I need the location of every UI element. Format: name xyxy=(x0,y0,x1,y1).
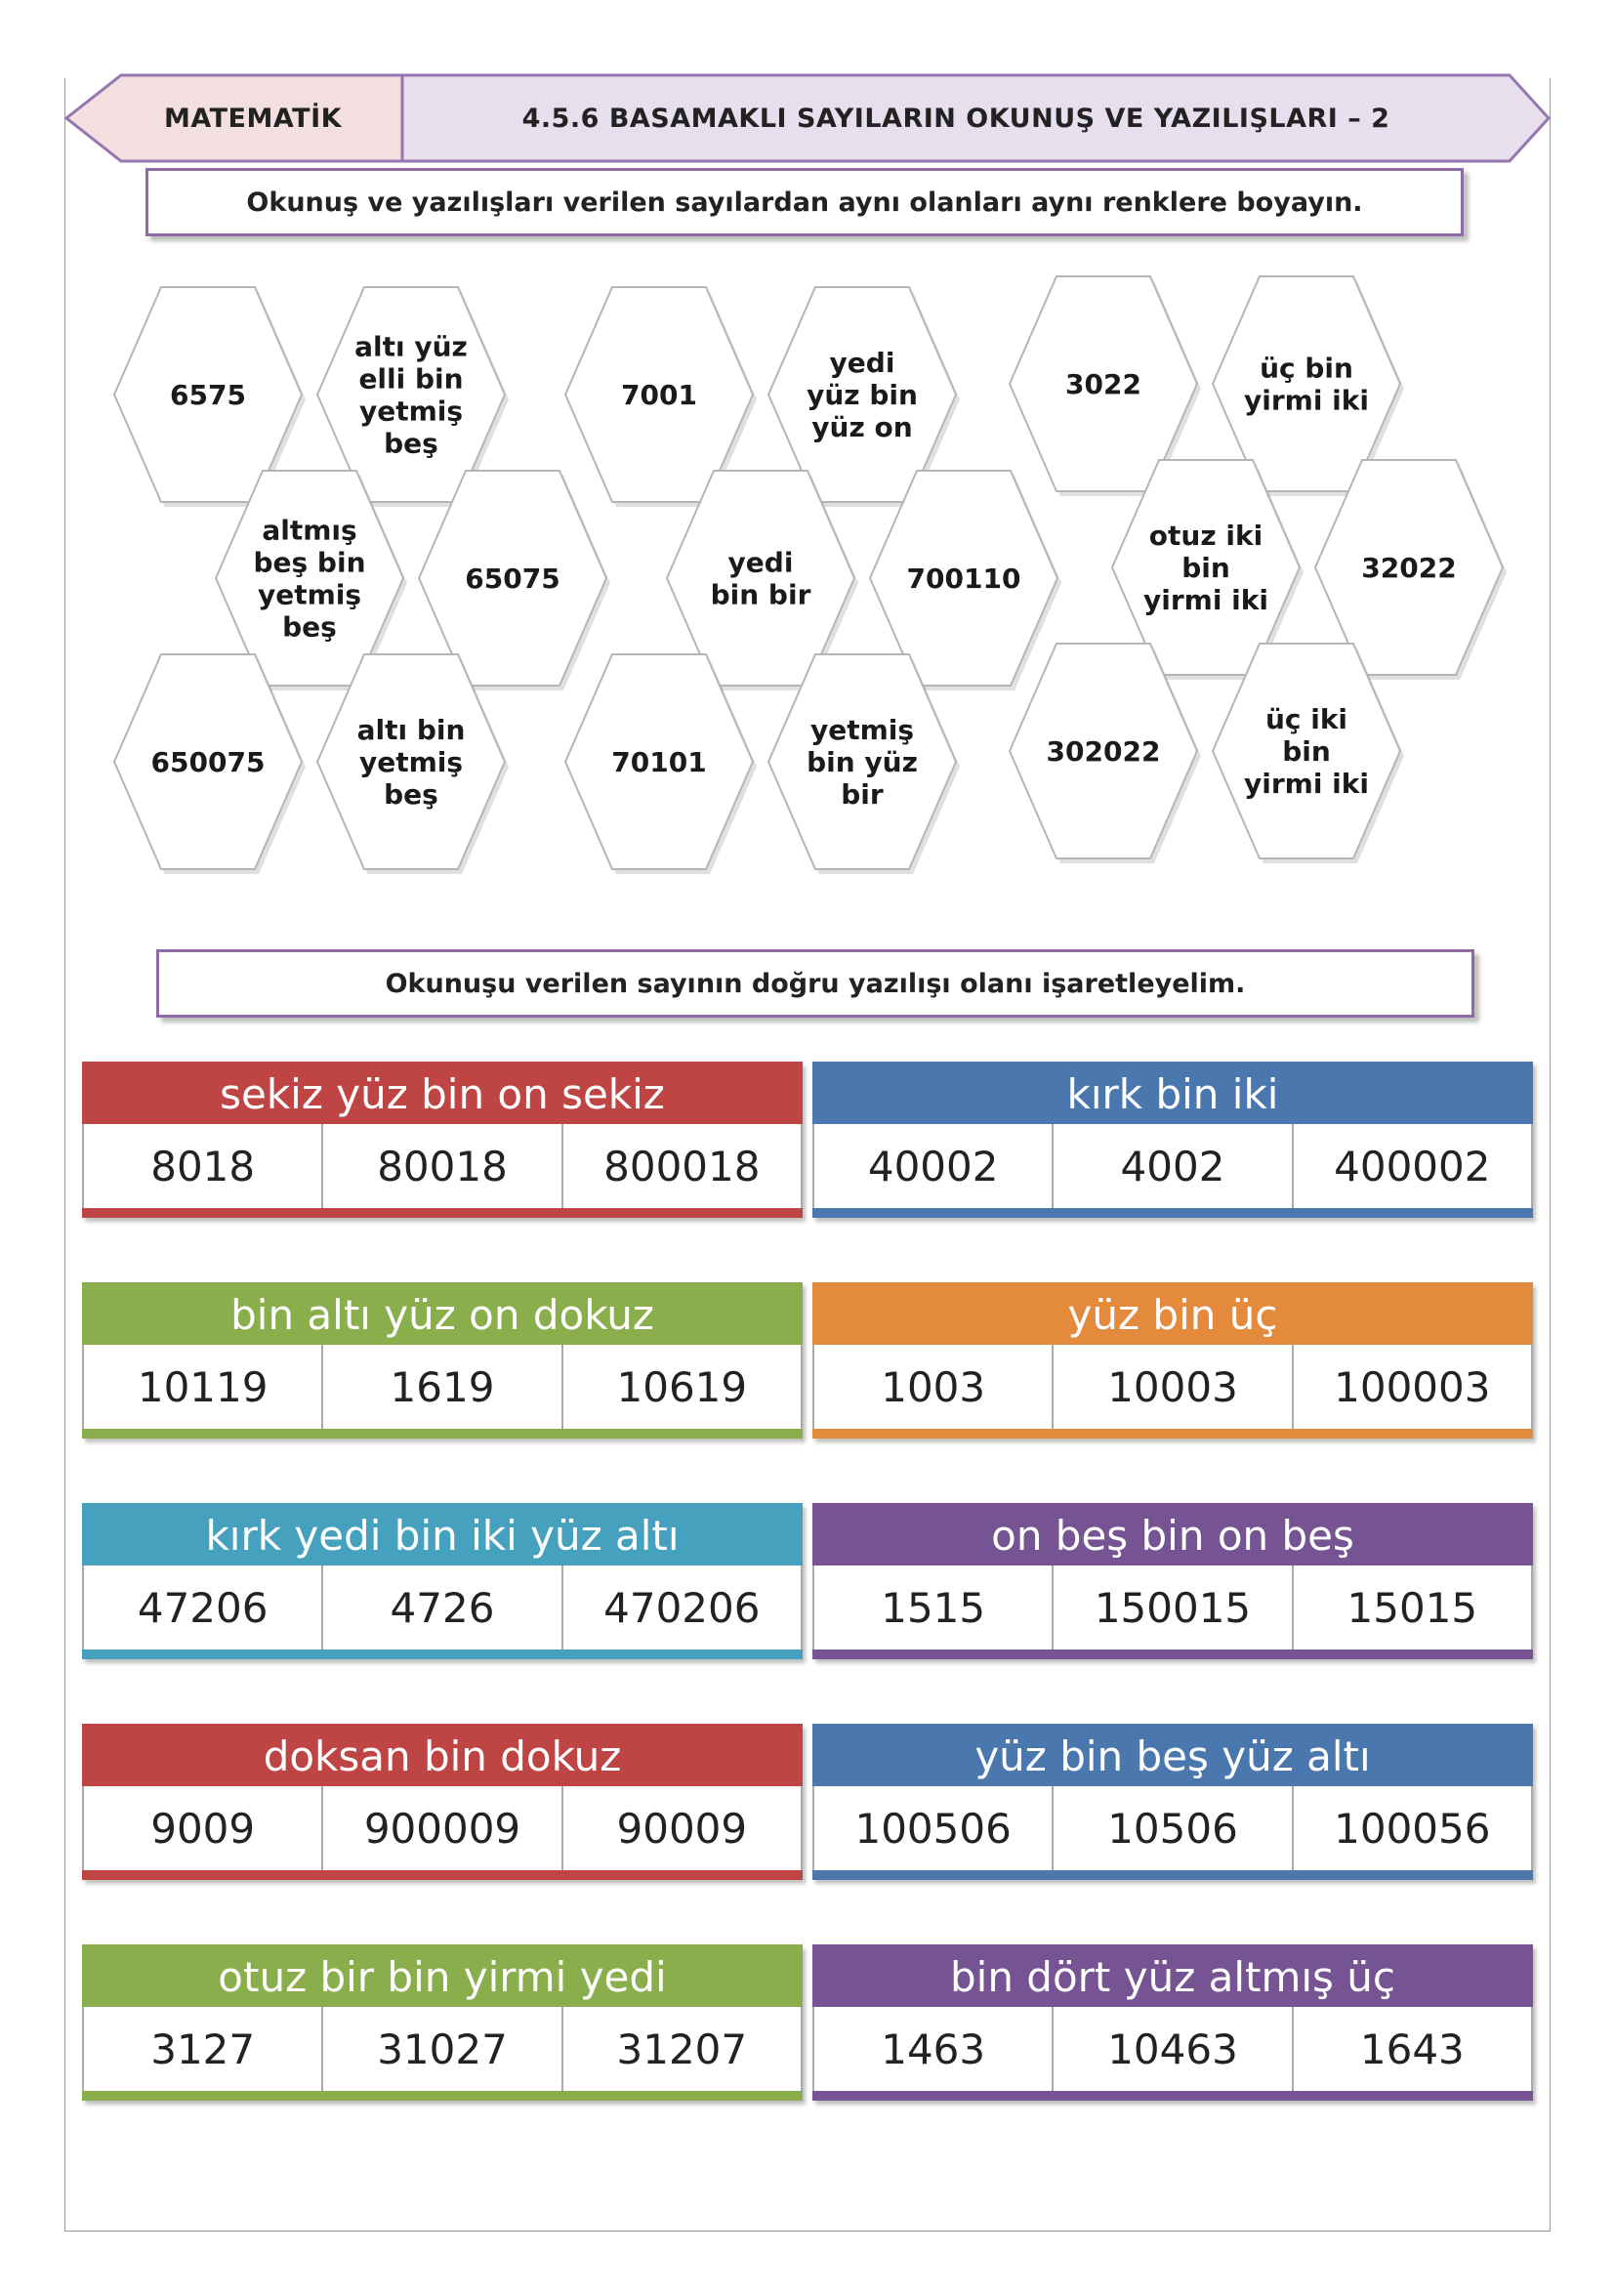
hexagon-text-line: beş bin xyxy=(253,546,366,579)
quiz-option[interactable]: 90009 xyxy=(616,1804,748,1853)
hexagon-text-line: üç bin xyxy=(1260,352,1353,385)
quiz-option[interactable]: 100056 xyxy=(1334,1804,1491,1853)
quiz-option[interactable]: 100003 xyxy=(1334,1362,1491,1411)
hexagon-text-line: bin xyxy=(1282,735,1331,768)
quiz-option[interactable]: 900009 xyxy=(323,1786,562,1870)
hexagon-text-line: yetmiş xyxy=(257,578,362,611)
hexagon-text-line: altı bin xyxy=(356,714,466,746)
hexagon-text-line: yirmi iki xyxy=(1143,584,1268,616)
instruction-text-2: Okunuşu verilen sayının doğru yazılışı olanı işaretleyelim. xyxy=(385,968,1246,999)
instruction-box-2 xyxy=(156,949,1474,1018)
hexagon-text-line: 32022 xyxy=(1361,552,1457,584)
quiz-options-row xyxy=(82,2007,803,2091)
quiz-card-title: on beş bin on beş xyxy=(812,1503,1533,1565)
hexagon-text-line: bir xyxy=(841,778,884,811)
quiz-card-footer xyxy=(812,1870,1533,1880)
quiz-card xyxy=(812,1062,1533,1218)
quiz-options-row xyxy=(812,1786,1533,1870)
quiz-option[interactable]: 10463 xyxy=(1054,2007,1293,2091)
quiz-card-footer xyxy=(812,1208,1533,1218)
quiz-option[interactable]: 150015 xyxy=(1054,1565,1293,1649)
hexagon-text-line: 3022 xyxy=(1065,368,1141,400)
quiz-option[interactable]: 10506 xyxy=(1054,1786,1293,1870)
quiz-option[interactable]: 47206 xyxy=(84,1565,323,1649)
quiz-option[interactable]: 31027 xyxy=(323,2007,562,2091)
quiz-card xyxy=(812,1503,1533,1659)
hexagon-text-line: yetmiş xyxy=(358,395,464,428)
quiz-card-title: bin altı yüz on dokuz xyxy=(82,1282,803,1345)
quiz-option[interactable]: 4726 xyxy=(323,1565,562,1649)
quiz-option[interactable]: 15015 xyxy=(1346,1583,1478,1632)
hexagon-text-line: yüz bin xyxy=(807,379,918,411)
quiz-card-footer xyxy=(82,1429,803,1439)
quiz-option[interactable]: 8018 xyxy=(84,1124,323,1208)
hexagon-text-line: yirmi iki xyxy=(1244,768,1369,800)
quiz-card-footer xyxy=(82,1649,803,1659)
quiz-options-row xyxy=(82,1565,803,1649)
quiz-option[interactable]: 800018 xyxy=(603,1142,761,1190)
quiz-card-title: kırk yedi bin iki yüz altı xyxy=(82,1503,803,1565)
quiz-card-footer xyxy=(812,1649,1533,1659)
hexagon-text-line: 302022 xyxy=(1046,735,1161,768)
worksheet-title: 4.5.6 BASAMAKLI SAYILARIN OKUNUŞ VE YAZILIŞLARI – 2 xyxy=(521,103,1390,134)
quiz-card-title: bin dört yüz altmış üç xyxy=(812,1944,1533,2007)
quiz-card-title: doksan bin dokuz xyxy=(82,1724,803,1786)
hexagon-text-line: beş xyxy=(384,778,438,811)
quiz-card-title: sekiz yüz bin on sekiz xyxy=(82,1062,803,1124)
hexagon-text-line: yedi xyxy=(829,347,895,379)
quiz-card xyxy=(82,1724,803,1880)
quiz-option[interactable]: 1515 xyxy=(814,1565,1054,1649)
hexagon-text-line: yedi xyxy=(727,546,794,579)
quiz-option[interactable]: 10003 xyxy=(1054,1345,1293,1429)
hexagon-text-line: beş xyxy=(282,610,337,644)
quiz-card-footer xyxy=(812,1429,1533,1439)
quiz-option[interactable]: 3127 xyxy=(84,2007,323,2091)
quiz-card-title: yüz bin beş yüz altı xyxy=(812,1724,1533,1786)
hexagon-text-line: bin bir xyxy=(710,578,811,611)
quiz-option[interactable]: 4002 xyxy=(1054,1124,1293,1208)
quiz-options-row xyxy=(812,2007,1533,2091)
hexagon-text-line: otuz iki xyxy=(1148,520,1263,552)
hexagon-text-line: elli bin xyxy=(358,362,464,396)
hexagon-text-line: 6575 xyxy=(170,379,246,411)
quiz-option[interactable]: 400002 xyxy=(1334,1142,1491,1190)
quiz-card xyxy=(82,1062,803,1218)
quiz-option[interactable]: 40002 xyxy=(814,1124,1054,1208)
hexagon-text-line: beş xyxy=(384,427,438,460)
quiz-option[interactable]: 1619 xyxy=(323,1345,562,1429)
hexagon-text-line: üç iki xyxy=(1264,703,1348,735)
quiz-options-row xyxy=(812,1565,1533,1649)
quiz-card xyxy=(82,1944,803,2101)
hexagon-text-line: altı yüz xyxy=(354,330,468,363)
quiz-card xyxy=(812,1944,1533,2101)
quiz-card-footer xyxy=(812,2091,1533,2101)
quiz-options-row xyxy=(82,1124,803,1208)
quiz-option[interactable]: 470206 xyxy=(603,1583,761,1632)
hexagon-text-line: yirmi iki xyxy=(1244,384,1369,417)
quiz-option[interactable]: 1003 xyxy=(814,1345,1054,1429)
hexagon-text-line: altmış xyxy=(262,514,357,547)
hexagon-text-line: yetmiş xyxy=(358,746,464,778)
hexagon-text-line: 700110 xyxy=(906,563,1021,595)
hexagon-text-line: bin xyxy=(1181,552,1230,584)
quiz-card-footer xyxy=(82,1208,803,1218)
quiz-option[interactable]: 10619 xyxy=(616,1362,748,1411)
quiz-option[interactable]: 1463 xyxy=(814,2007,1054,2091)
quiz-options-row xyxy=(812,1124,1533,1208)
quiz-options-row xyxy=(812,1345,1533,1429)
quiz-card xyxy=(82,1503,803,1659)
quiz-card-title: otuz bir bin yirmi yedi xyxy=(82,1944,803,2007)
quiz-card xyxy=(82,1282,803,1439)
quiz-option[interactable]: 10119 xyxy=(84,1345,323,1429)
quiz-option[interactable]: 80018 xyxy=(323,1124,562,1208)
hexagon-text-line: bin yüz xyxy=(807,746,918,778)
quiz-options-row xyxy=(82,1345,803,1429)
subject-label: MATEMATİK xyxy=(163,103,343,134)
quiz-card-title: kırk bin iki xyxy=(812,1062,1533,1124)
instruction-text-1: Okunuş ve yazılışları verilen sayılardan aynı olanları aynı renklere boyayın. xyxy=(246,187,1363,218)
quiz-option[interactable]: 31207 xyxy=(616,2025,748,2073)
quiz-card xyxy=(812,1724,1533,1880)
quiz-options-row xyxy=(82,1786,803,1870)
hexagon-text-line: yetmiş xyxy=(809,714,915,746)
hexagon-text-line: 65075 xyxy=(465,563,560,595)
quiz-card-title: yüz bin üç xyxy=(812,1282,1533,1345)
quiz-option[interactable]: 100506 xyxy=(814,1786,1054,1870)
quiz-option[interactable]: 1643 xyxy=(1359,2025,1465,2073)
hexagon-text-line: 7001 xyxy=(621,379,697,411)
hexagon-text-line: yüz on xyxy=(811,411,913,443)
hexagon-text-line: 650075 xyxy=(150,746,266,778)
quiz-option[interactable]: 9009 xyxy=(84,1786,323,1870)
quiz-card xyxy=(812,1282,1533,1439)
quiz-card-footer xyxy=(82,2091,803,2101)
quiz-card-footer xyxy=(82,1870,803,1880)
hexagon-text-line: 70101 xyxy=(611,746,707,778)
